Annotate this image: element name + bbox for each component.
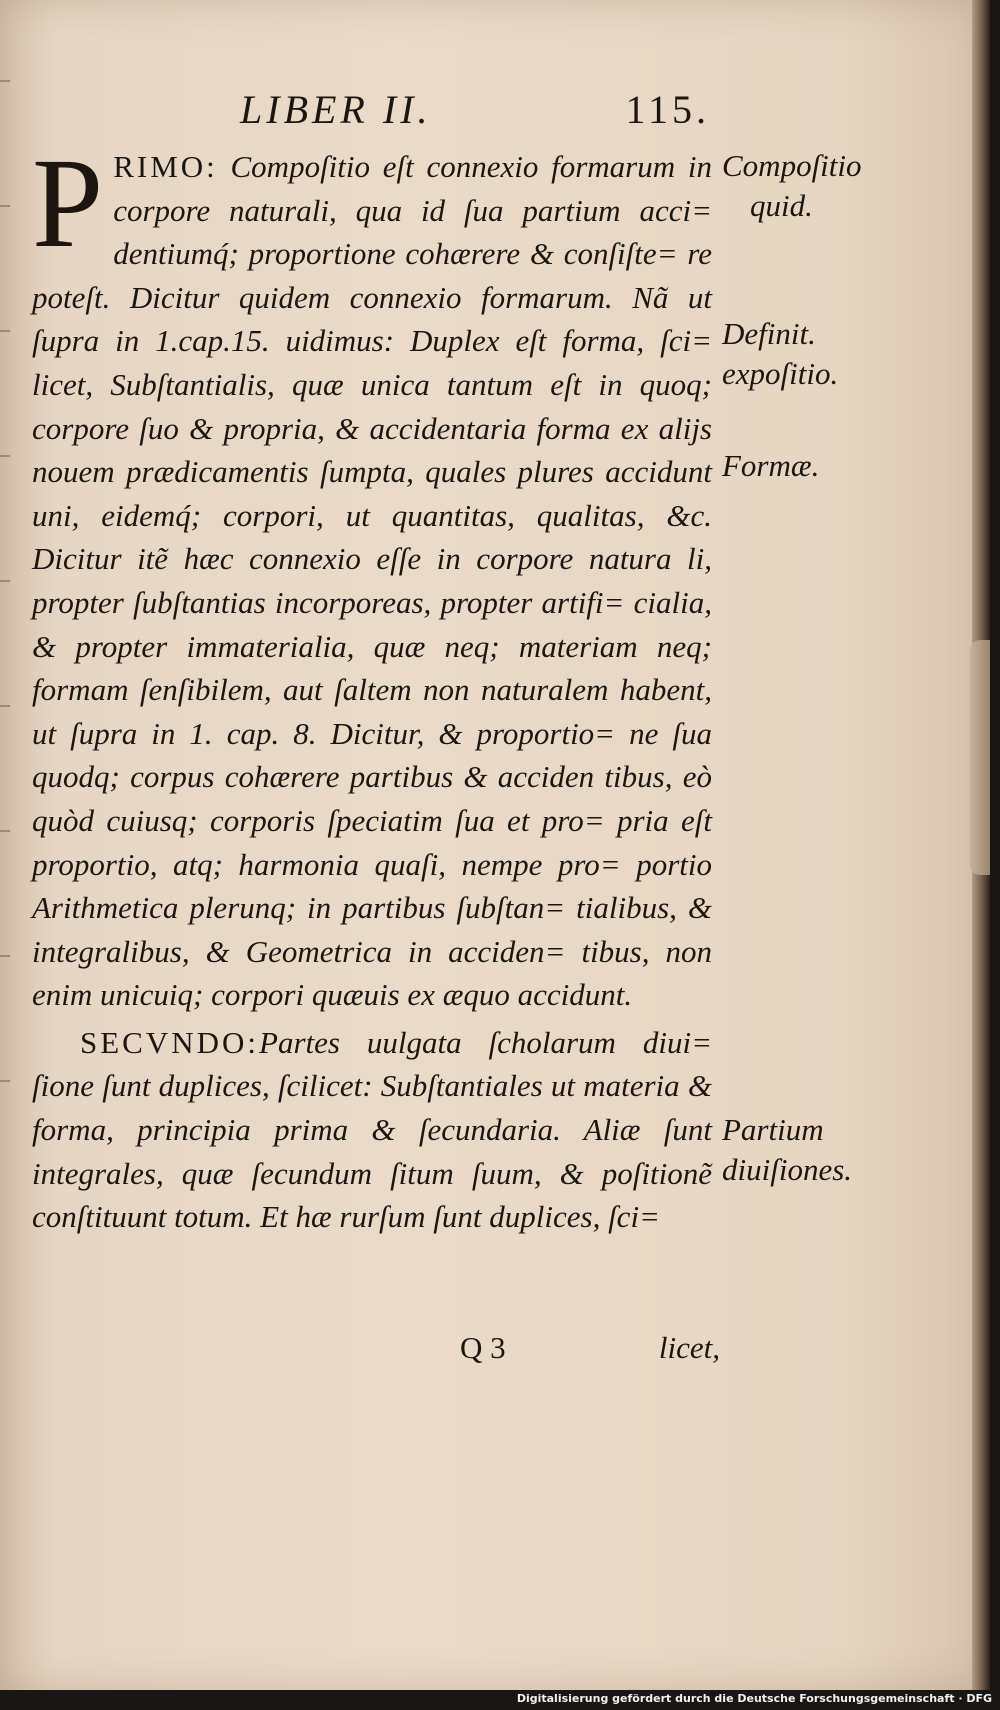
paragraph-lead: SECVNDO: <box>80 1024 260 1060</box>
paragraph-text: Compoſitio eſt connexio formarum in corpore naturali, qua id ſua partium acci= dentiumq́; proportione cohærere & conſiſte= re poteſt. Dicitur quidem connexio formarum. Nã ut ſupra in 1.cap.15. uidimus: Duplex eſt forma, ſci= licet, Subſtantialis, quæ unica tantum eſt in quoq; corpore ſuo & propria, & accidentaria forma ex alijs nouem prædicamentis ſumpta, quales plures accidunt uni, eidemq́; corpori, ut quantitas, qualitas, &c. Dicitur itẽ hæc connexio eſſe in corpore natura li, propter ſubſtantias incorporeas, propter artifi= cialia, & propter immaterialia, quæ neq; materiam neq; formam ſenſibilem, aut ſaltem non naturalem habent, ut ſupra in 1. cap. 8. Dicitur, & proportio= ne ſua quodq; corpus cohærere partibus & acciden tibus, eò quòd cuiusq; corporis ſpeciatim ſua et pro= pria eſt proportio, atq; harmonia quaſi, nempe pro= portio Arithmetica plerunq; in partibus ſubſtan= tialibus, & integralibus, & Geometrica in acciden= tibus, non enim unicuiq; corpori quæuis ex æquo accidunt. <box>32 149 712 1013</box>
margin-note-line: Definit. <box>722 316 816 351</box>
running-header <box>240 86 710 136</box>
paragraph-secundo <box>32 1021 712 1239</box>
signature-mark: Q 3 <box>460 1330 506 1365</box>
page-footer <box>400 1330 730 1374</box>
catchword: licet, <box>658 1330 720 1365</box>
page-number: 115. <box>625 87 710 132</box>
margin-note-line: Formæ. <box>722 448 820 483</box>
digitization-strip <box>0 1690 1000 1710</box>
margin-note-line: Compoſitio <box>722 148 862 183</box>
digitization-notice: Digitalisierung gefördert durch die Deutsche Forschungsgemeinschaft · DFG <box>516 1692 992 1705</box>
margin-note-line: quid. <box>750 188 813 223</box>
margin-note-definit <box>722 314 838 394</box>
page-clip <box>970 640 990 875</box>
margin-note-line: diuiſiones. <box>722 1152 853 1187</box>
margin-note-partium <box>722 1110 852 1190</box>
running-title: LIBER II. <box>240 87 432 132</box>
margin-note-line: Partium <box>722 1112 824 1147</box>
drop-capital: P <box>32 132 104 274</box>
margin-note-line: expoſitio. <box>722 356 839 391</box>
main-text <box>32 132 712 1239</box>
margin-note-formae <box>722 446 819 486</box>
paragraph-text: Partes uulgata ſcholarum diui= ſione ſunt duplices, ſcilicet: Subſtantiales ut materia & forma, principia prima & ſecundaria. Aliæ ſunt integrales, quæ ſecundum ſitum ſuum, & poſitionẽ conſtituunt totum. Et hæ rurſum ſunt duplices, ſci= <box>32 1024 712 1235</box>
paragraph-lead: RIMO: <box>113 149 218 184</box>
margin-note-compositio <box>722 146 862 226</box>
paragraph-primo <box>32 132 712 1017</box>
